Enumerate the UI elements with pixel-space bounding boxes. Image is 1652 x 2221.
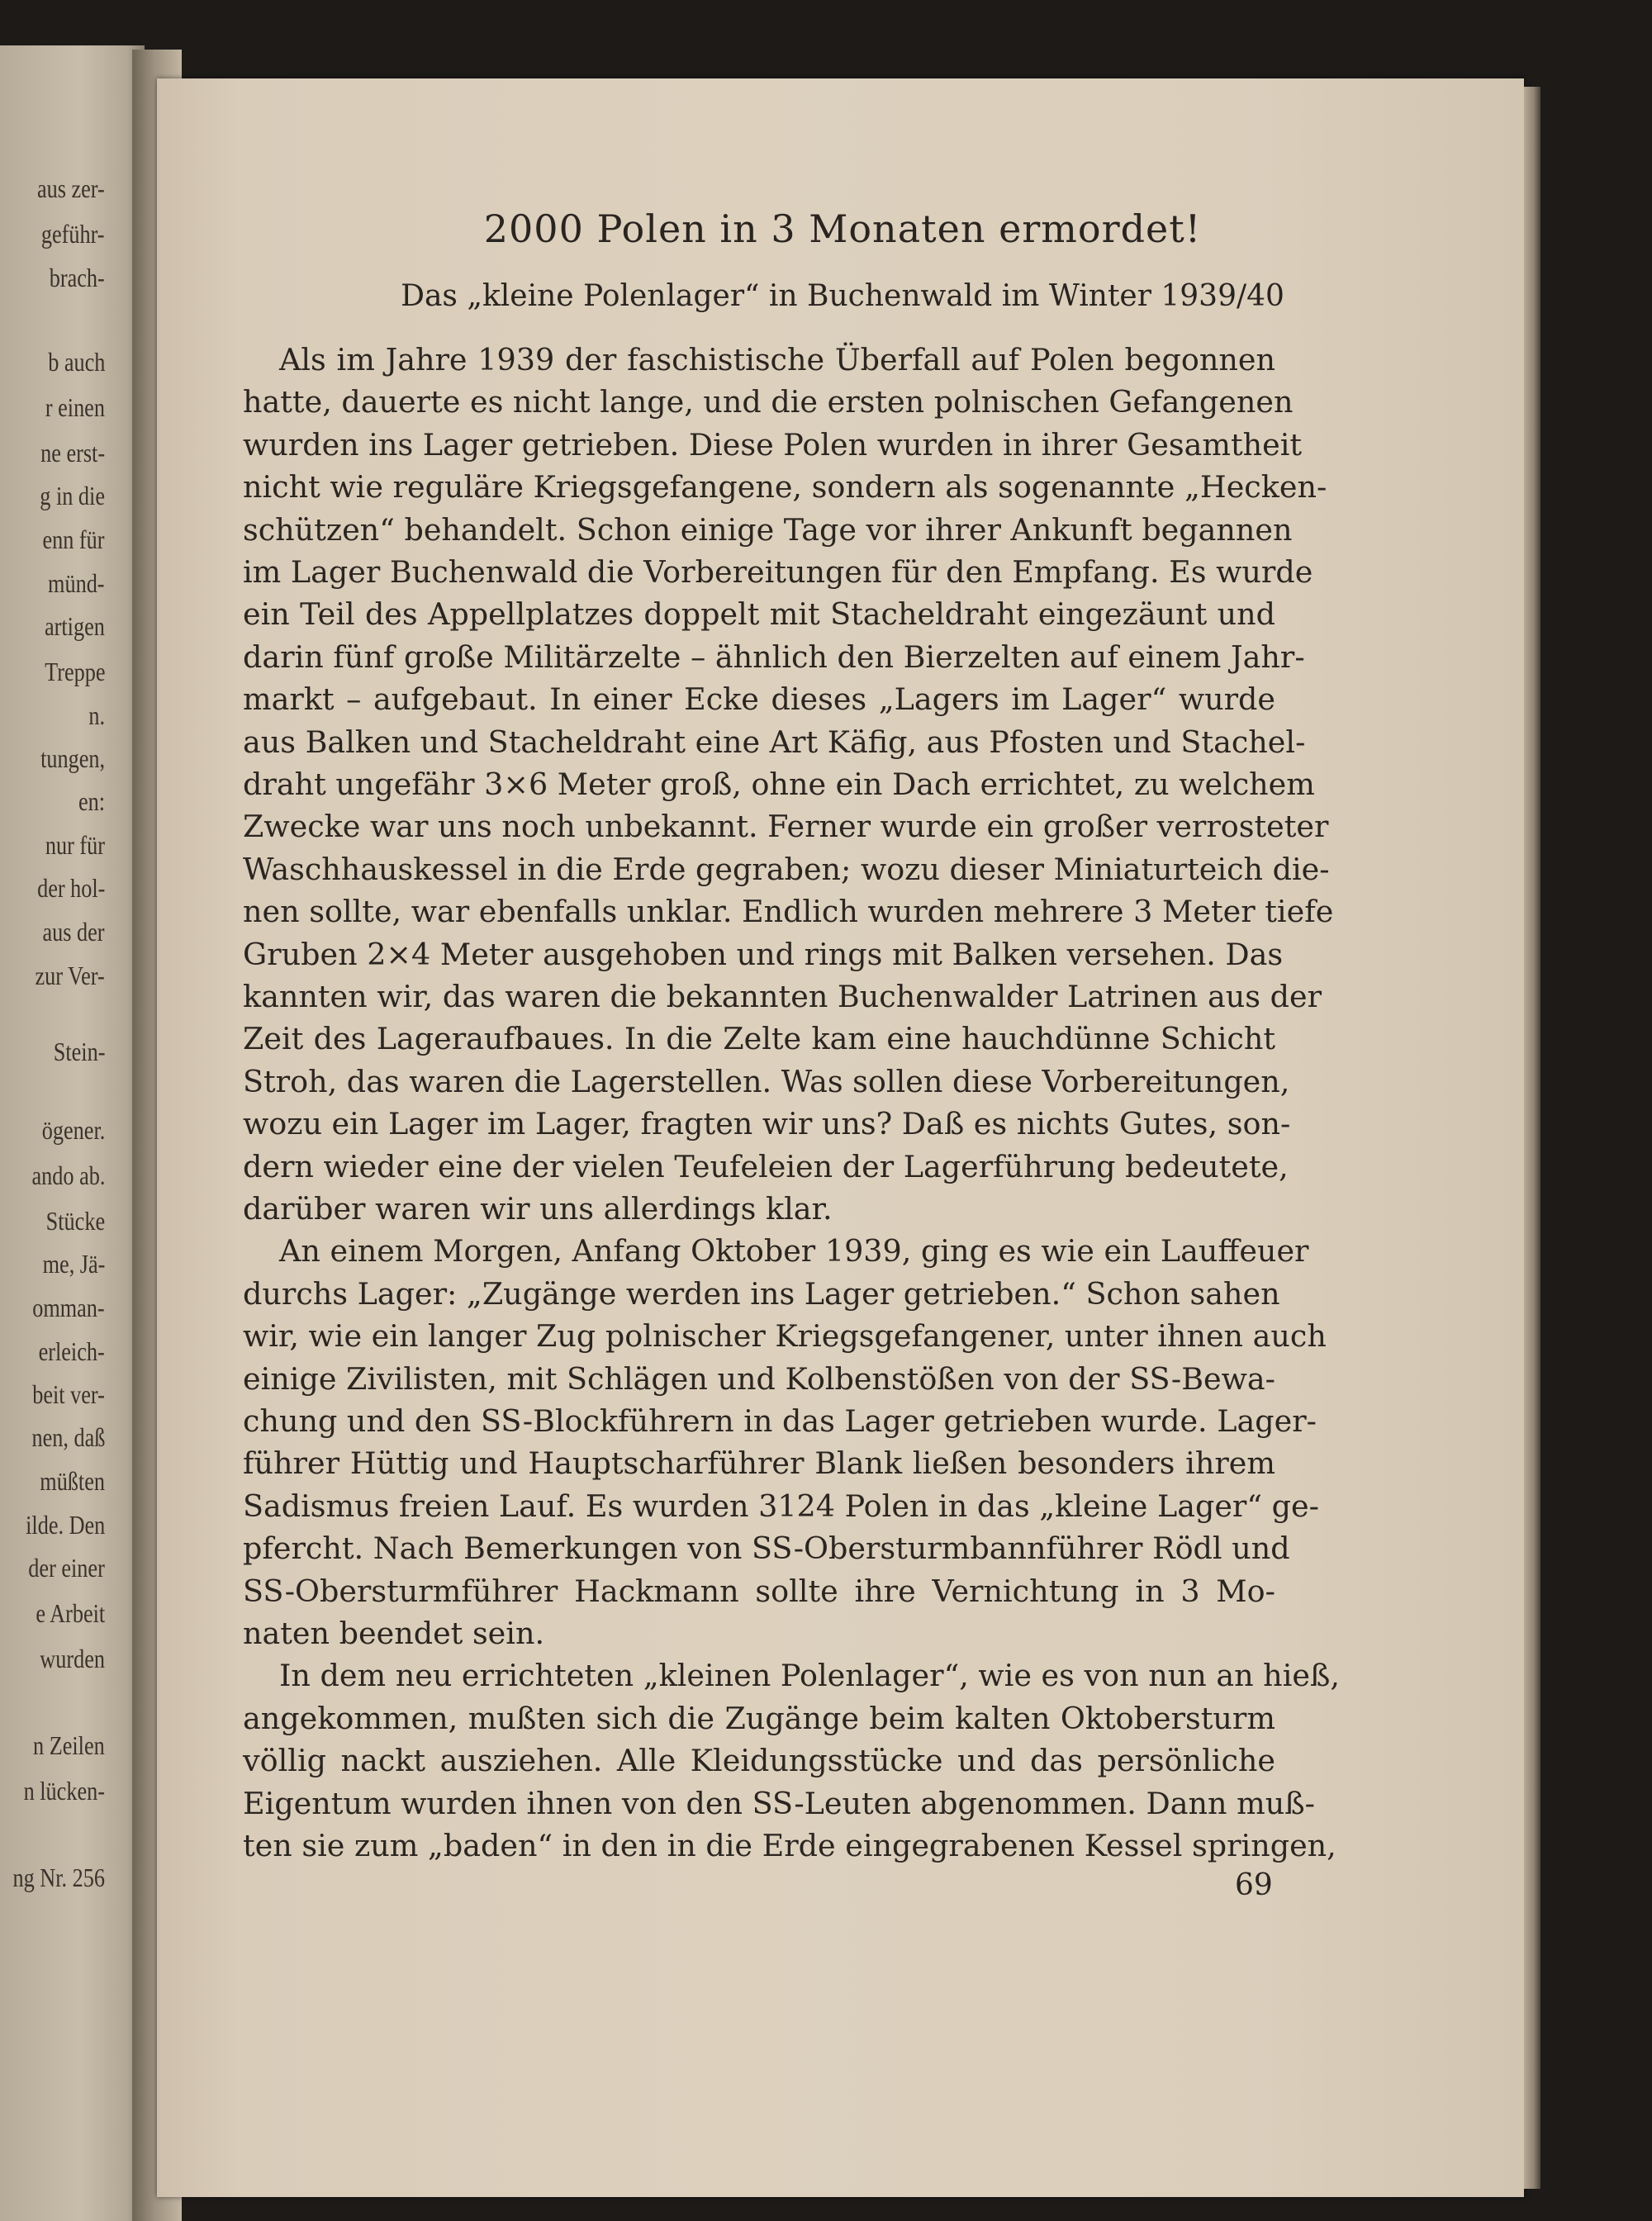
- left-facing-page: [0, 45, 145, 2221]
- text-line: völlig nackt ausziehen. Alle Kleidungsstücke und das persönliche: [243, 1743, 1275, 1779]
- left-page-fragment: Stücke: [45, 1206, 105, 1236]
- left-page-fragment: g in die: [40, 481, 105, 510]
- text-line: Zeit des Lageraufbaues. In die Zelte kam eine hauchdünne Schicht: [243, 1021, 1275, 1057]
- left-page-fragment: Stein-: [53, 1037, 105, 1066]
- text-line: In dem neu errichteten „kleinen Polenlager“, wie es von nun an hieß,: [279, 1658, 1340, 1694]
- text-line: Waschhauskessel in die Erde gegraben; wozu dieser Miniaturteich die-: [243, 851, 1330, 887]
- text-line: Zwecke war uns noch unbekannt. Ferner wurde ein großer verrosteter: [243, 809, 1329, 845]
- left-page-fragment: artigen: [45, 611, 105, 641]
- left-page-fragment: der hol-: [36, 873, 105, 903]
- left-page-fragment: ögener.: [41, 1115, 105, 1145]
- text-line: ein Teil des Appellplatzes doppelt mit Stacheldraht eingezäunt und: [243, 596, 1275, 633]
- left-page-fragment: der einer: [28, 1553, 105, 1583]
- left-page-fragment: wurden: [40, 1644, 105, 1673]
- left-page-fragment: beit ver-: [32, 1379, 105, 1409]
- text-line: markt – aufgebaut. In einer Ecke dieses „Lagers im Lager“ wurde: [243, 681, 1275, 718]
- text-line: hatte, dauerte es nicht lange, und die ersten polnischen Gefangenen: [243, 384, 1294, 420]
- text-line: Eigentum wurden ihnen von den SS-Leuten abgenommen. Dann muß-: [243, 1785, 1315, 1821]
- text-line: SS-Obersturmführer Hackmann sollte ihre Vernichtung in 3 Mo-: [243, 1573, 1275, 1609]
- text-line: Gruben 2×4 Meter ausgehoben und rings mit Balken versehen. Das: [243, 936, 1284, 972]
- left-page-fragment: ne erst-: [40, 438, 105, 467]
- text-line: dern wieder eine der vielen Teufeleien der Lagerführung bedeutete,: [243, 1148, 1289, 1184]
- text-line: schützen“ behandelt. Schon einige Tage vor ihrer Ankunft begannen: [243, 511, 1293, 548]
- left-page-fragment: geführ-: [41, 219, 105, 249]
- text-line: Stroh, das waren die Lagerstellen. Was sollen diese Vorbereitungen,: [243, 1063, 1290, 1099]
- left-page-fragment: nur für: [45, 830, 105, 860]
- text-line: führer Hüttig und Hauptscharführer Blank ließen besonders ihrem: [243, 1445, 1275, 1482]
- left-page-fragment: Treppe: [44, 657, 105, 686]
- left-page-fragment: aus zer-: [37, 173, 105, 203]
- left-page-fragment: ng Nr. 256: [12, 1863, 105, 1892]
- left-page-fragment: münd-: [48, 568, 105, 598]
- text-line: Als im Jahre 1939 der faschistische Überfall auf Polen begonnen: [279, 342, 1275, 377]
- left-page-fragment: brach-: [49, 263, 105, 292]
- text-line: aus Balken und Stacheldraht eine Art Käfig, aus Pfosten und Stachel-: [243, 724, 1306, 760]
- left-page-fragment: aus der: [42, 917, 105, 947]
- text-line: pfercht. Nach Bemerkungen von SS-Obersturmbannführer Rödl und: [243, 1530, 1290, 1567]
- text-line: im Lager Buchenwald die Vorbereitungen für den Empfang. Es wurde: [243, 554, 1313, 590]
- left-page-fragment: n.: [88, 700, 105, 730]
- article-title: 2000 Polen in 3 Monaten ermordet!: [483, 206, 1202, 251]
- text-line: kannten wir, das waren die bekannten Buchenwalder Latrinen aus der: [243, 979, 1322, 1014]
- text-line: angekommen, mußten sich die Zugänge beim kalten Oktobersturm: [243, 1700, 1275, 1736]
- left-page-fragment: erleich-: [38, 1336, 105, 1366]
- left-page-fragment: zur Ver-: [35, 961, 105, 990]
- text-line: naten beendet sein.: [243, 1616, 545, 1651]
- left-page-fragment: omman-: [32, 1293, 105, 1322]
- text-line: ten sie zum „baden“ in den in die Erde eingegrabenen Kessel springen,: [243, 1828, 1336, 1863]
- page-edge: [1524, 87, 1540, 2189]
- text-line: draht ungefähr 3×6 Meter groß, ohne ein Dach errichtet, zu welchem: [243, 766, 1315, 802]
- text-line: wozu ein Lager im Lager, fragten wir uns? Daß es nichts Gutes, son-: [243, 1106, 1291, 1142]
- left-page-fragment: e Arbeit: [36, 1598, 105, 1628]
- left-page-fragment: n Zeilen: [33, 1730, 105, 1760]
- text-line: einige Zivilisten, mit Schlägen und Kolbenstößen von der SS-Bewa-: [243, 1360, 1275, 1397]
- text-line: durchs Lager: „Zugänge werden ins Lager getrieben.“ Schon sahen: [243, 1275, 1280, 1312]
- left-page-fragment: r einen: [45, 392, 105, 422]
- left-page-fragment: n lücken-: [23, 1776, 105, 1806]
- text-line: chung und den SS-Blockführern in das Lager getrieben wurde. Lager-: [243, 1403, 1317, 1439]
- page-number: 69: [1235, 1868, 1273, 1902]
- text-line: wir, wie ein langer Zug polnischer Kriegsgefangener, unter ihnen auch: [243, 1318, 1327, 1355]
- text-line: nen sollte, war ebenfalls unklar. Endlich wurden mehrere 3 Meter tiefe: [243, 894, 1334, 930]
- left-page-fragment: tungen,: [40, 743, 105, 773]
- left-page-fragment: en:: [78, 786, 105, 816]
- left-page-fragment: me, Jä-: [42, 1249, 105, 1279]
- text-line: nicht wie reguläre Kriegsgefangene, sondern als sogenannte „Hecken-: [243, 469, 1327, 505]
- left-page-fragment: ilde. Den: [25, 1510, 105, 1540]
- text-line: wurden ins Lager getrieben. Diese Polen wurden in ihrer Gesamtheit: [243, 426, 1303, 463]
- text-line: An einem Morgen, Anfang Oktober 1939, ging es wie ein Lauffeuer: [279, 1233, 1309, 1269]
- text-line: Sadismus freien Lauf. Es wurden 3124 Polen in das „kleine Lager“ ge-: [243, 1488, 1319, 1524]
- left-page-fragment: b auch: [47, 347, 105, 377]
- left-page-fragment: nen, daß: [31, 1422, 105, 1452]
- left-page-fragment: müßten: [40, 1466, 105, 1496]
- left-page-fragment: ando ab.: [31, 1160, 105, 1190]
- text-line: darin fünf große Militärzelte – ähnlich den Bierzelten auf einem Jahr-: [243, 638, 1305, 675]
- left-page-fragment: enn für: [42, 524, 105, 554]
- article-subtitle: Das „kleine Polenlager“ in Buchenwald im Winter 1939/40: [401, 279, 1284, 313]
- text-line: darüber waren wir uns allerdings klar.: [243, 1191, 833, 1227]
